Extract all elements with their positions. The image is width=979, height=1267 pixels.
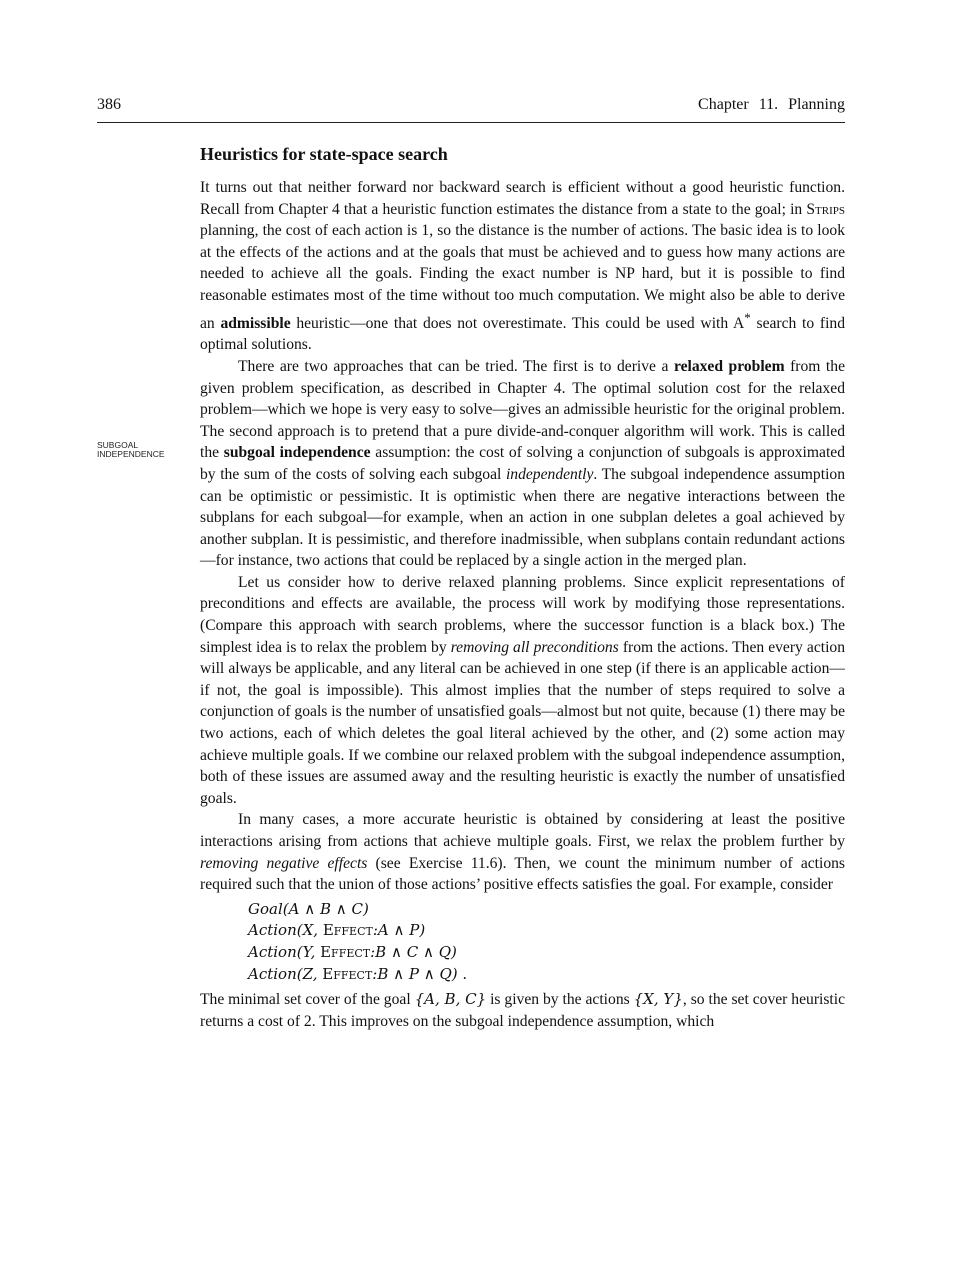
math-run: :B ∧ C ∧ Q) [370, 942, 457, 961]
text-run: (see Exercise 11.6). Then, we count the minimum number of actions required such that the union of those actions’ positive effects satisfies the goal. For example, consider [200, 854, 846, 894]
margin-note-line: INDEPENDENCE [97, 449, 165, 459]
text-run: is given by the actions [486, 991, 634, 1009]
text-run: It turns out that neither forward nor backward search is efficient without a good heuristic function. Recall from Chapter 4 that a heuristic function estimates the distance from a state to the goal; in [200, 179, 845, 218]
text-run: , so the set cover heuristic returns a cost of 2. This improves on the subgoal independence assumption, which [200, 991, 845, 1030]
math-run: Action(Z, [248, 964, 323, 983]
effect-keyword: Effect [320, 942, 371, 961]
term-subgoal-independence: subgoal independence [223, 444, 371, 462]
page-number: 386 [97, 96, 121, 113]
margin-note-line: SUBGOAL [97, 440, 139, 450]
paragraph-3 [200, 572, 845, 810]
a-star-superscript: * [744, 309, 751, 325]
emphasis-removing-negative-effects: removing negative effects [200, 854, 368, 872]
math-run: :B ∧ P ∧ Q) . [372, 964, 468, 983]
section-title: Heuristics for state-space search [200, 144, 448, 164]
equation-goal: Goal(A ∧ B ∧ C) [248, 899, 369, 918]
text-run: heuristic—one that does not overestimate. This could be used with A [290, 314, 745, 332]
margin-note-subgoal-independence [97, 441, 187, 459]
text-run: assumption: the cost of solving a conjunction of subgoals is approximated by the sum of the costs of solving each subgoal [200, 444, 845, 483]
emphasis-removing-preconditions: removing all preconditions [450, 638, 619, 656]
equation-action-x [248, 920, 845, 942]
text-run: In many cases, a more accurate heuristic is obtained by considering at least the positive interactions arising from actions that achieve multiple goals. First, we relax the problem further by [200, 811, 845, 850]
display-equations [248, 899, 845, 985]
text-run: from the actions. Then every action will always be applicable, and any literal can be achieved in one step (if there is an applicable action—if not, the goal is impossible). This almost implies that the number of steps required to solve a conjunction of goals is the number of unsatisfied goals—almost but not quite, because (1) there may be two actions, each of which deletes the goal literal achieved by the other, and (2) some action may achieve multiple goals. If we combine our relaxed problem with the subgoal independence assumption, both of these issues are assumed away and the resulting heuristic is exactly the number of unsatisfied goals. [200, 638, 846, 807]
emphasis-independently: independently [505, 465, 594, 483]
text-run: . The subgoal independence assumption can be optimistic or pessimistic. It is optimistic when there are negative interactions between the subplans for each subgoal—for example, when an action in one subplan deletes a goal achieved by another subplan. It is pessimistic, and therefore inadmissible, when subplans contain redundant actions—for instance, two actions that could be replaced by a single action in the merged plan. [200, 465, 845, 570]
strips-term: Strips [806, 200, 845, 218]
effect-keyword: Effect [322, 921, 373, 940]
math-run: :A ∧ P) [372, 921, 426, 940]
running-header [97, 96, 845, 123]
term-admissible: admissible [220, 314, 291, 332]
chapter-title: Planning [788, 96, 845, 113]
paragraph-2 [200, 356, 845, 572]
paragraph-1 [200, 177, 845, 356]
math-run: Action(Y, [248, 942, 321, 961]
effect-keyword: Effect [322, 964, 373, 983]
chapter-number: 11. [758, 96, 779, 113]
text-run: There are two approaches that can be tried. The first is to derive a [238, 357, 674, 375]
text-run: planning, the cost of each action is 1, so the distance is the number of actions. The basic idea is to look at the effects of the actions and at the goals that must be achieved and to guess how many actions are needed to achieve all the goals. Finding the exact number is NP hard, but it is possible to find reasonable estimates most of the time without too much computation. We might also be able to derive an [200, 222, 845, 332]
equation-action-y [248, 942, 845, 964]
text-run: Let us consider how to derive relaxed planning problems. Since explicit representations of preconditions and effects are available, the process will work by modifying those representations. (Compare this approach with search problems, where the successor function is a black box.) The simplest idea is to relax the problem by [200, 573, 845, 656]
paragraph-4 [200, 809, 845, 895]
body-text [200, 142, 845, 1032]
math-run: Action(X, [248, 921, 323, 940]
text-run: The minimal set cover of the goal [200, 991, 415, 1009]
term-relaxed-problem: relaxed problem [673, 357, 785, 375]
chapter-label: Chapter [698, 96, 749, 113]
paragraph-5 [200, 989, 845, 1032]
text-run: from the given problem specification, as described in Chapter 4. The optimal solution cost for the relaxed problem—which we hope is very easy to solve—gives an admissible heuristic for the original problem. The second approach is to pretend that a pure divide-and-conquer algorithm will work. This is called the [200, 357, 845, 462]
text-run: search to find optimal solutions. [200, 314, 846, 354]
math-set-goal: {A, B, C} [414, 990, 487, 1009]
math-set-actions: {X, Y} [633, 990, 683, 1009]
equation-action-z [248, 964, 845, 986]
chapter-heading [698, 96, 845, 114]
